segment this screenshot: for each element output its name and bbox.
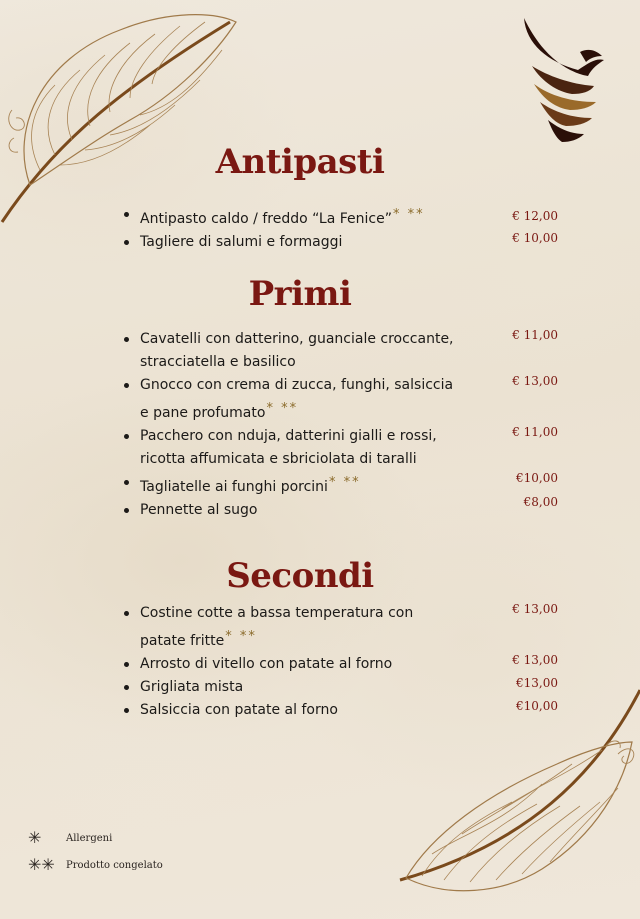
dish-name: Costine cotte a bassa temperatura con patate fritte <box>140 605 414 649</box>
asterisk-icon: ✳ <box>28 828 42 847</box>
dish-price: €13,00 <box>516 676 558 690</box>
menu-item-tagliatelle <box>140 471 560 499</box>
allergen-frozen-marks: * ** <box>393 207 425 222</box>
menu-item-tagliere <box>140 231 560 254</box>
legend-label: Prodotto congelato <box>66 860 163 871</box>
dish-price: € 10,00 <box>512 231 558 245</box>
primi-title: Primi <box>248 274 352 314</box>
menu-item-pacchero <box>140 425 560 471</box>
dish-name: Tagliere di salumi e formaggi <box>140 234 343 250</box>
dish-name: Grigliata mista <box>140 679 244 695</box>
dish-price: € 12,00 <box>512 209 558 223</box>
dish-price: € 13,00 <box>512 653 558 667</box>
menu-item-costine <box>140 602 560 653</box>
dish-price: € 13,00 <box>512 602 558 616</box>
dish-name: Pacchero con nduja, datterini gialli e rossi, ricotta affumicata e sbriciolata di taralli <box>140 428 437 467</box>
dish-price: € 13,00 <box>512 374 558 388</box>
dish-price: € 11,00 <box>512 425 558 439</box>
dish-name: Antipasto caldo / freddo “La Fenice” <box>140 211 392 227</box>
legend-frozen <box>28 855 163 874</box>
dish-name: Cavatelli con datterino, guanciale croccante, stracciatella e basilico <box>140 331 454 370</box>
menu-item-pennette <box>140 495 560 522</box>
dish-name: Salsiccia con patate al forno <box>140 702 338 718</box>
menu-item-antipasto-caldo-freddo <box>140 203 560 231</box>
menu-item-arrosto <box>140 653 560 676</box>
antipasti-list <box>140 203 560 254</box>
dish-price: €8,00 <box>523 495 558 509</box>
dish-price: €10,00 <box>516 699 558 713</box>
feather-top-left-icon <box>0 0 250 230</box>
secondi-title: Secondi <box>226 556 374 596</box>
antipasti-title: Antipasti <box>215 142 385 182</box>
dish-name: Arrosto di vitello con patate al forno <box>140 656 393 672</box>
dish-price: €10,00 <box>516 471 558 485</box>
dish-name: Gnocco con crema di zucca, funghi, salsiccia e pane profumato <box>140 377 454 421</box>
dish-name: Pennette al sugo <box>140 502 258 518</box>
allergen-frozen-marks: * ** <box>328 475 361 490</box>
legend-allergens <box>28 828 112 847</box>
feather-bottom-right-icon <box>392 684 640 919</box>
dish-name: Tagliatelle ai funghi porcini <box>140 479 328 495</box>
dish-price: € 11,00 <box>512 328 558 342</box>
menu-item-gnocco <box>140 374 560 425</box>
primi-list <box>140 328 560 522</box>
allergen-frozen-marks: * ** <box>225 629 257 644</box>
double-asterisk-icon: ✳✳ <box>28 855 55 874</box>
legend-label: Allergeni <box>66 833 113 844</box>
allergen-frozen-marks: * ** <box>266 401 299 416</box>
menu-item-cavatelli <box>140 328 560 374</box>
phoenix-logo-icon <box>518 14 608 144</box>
